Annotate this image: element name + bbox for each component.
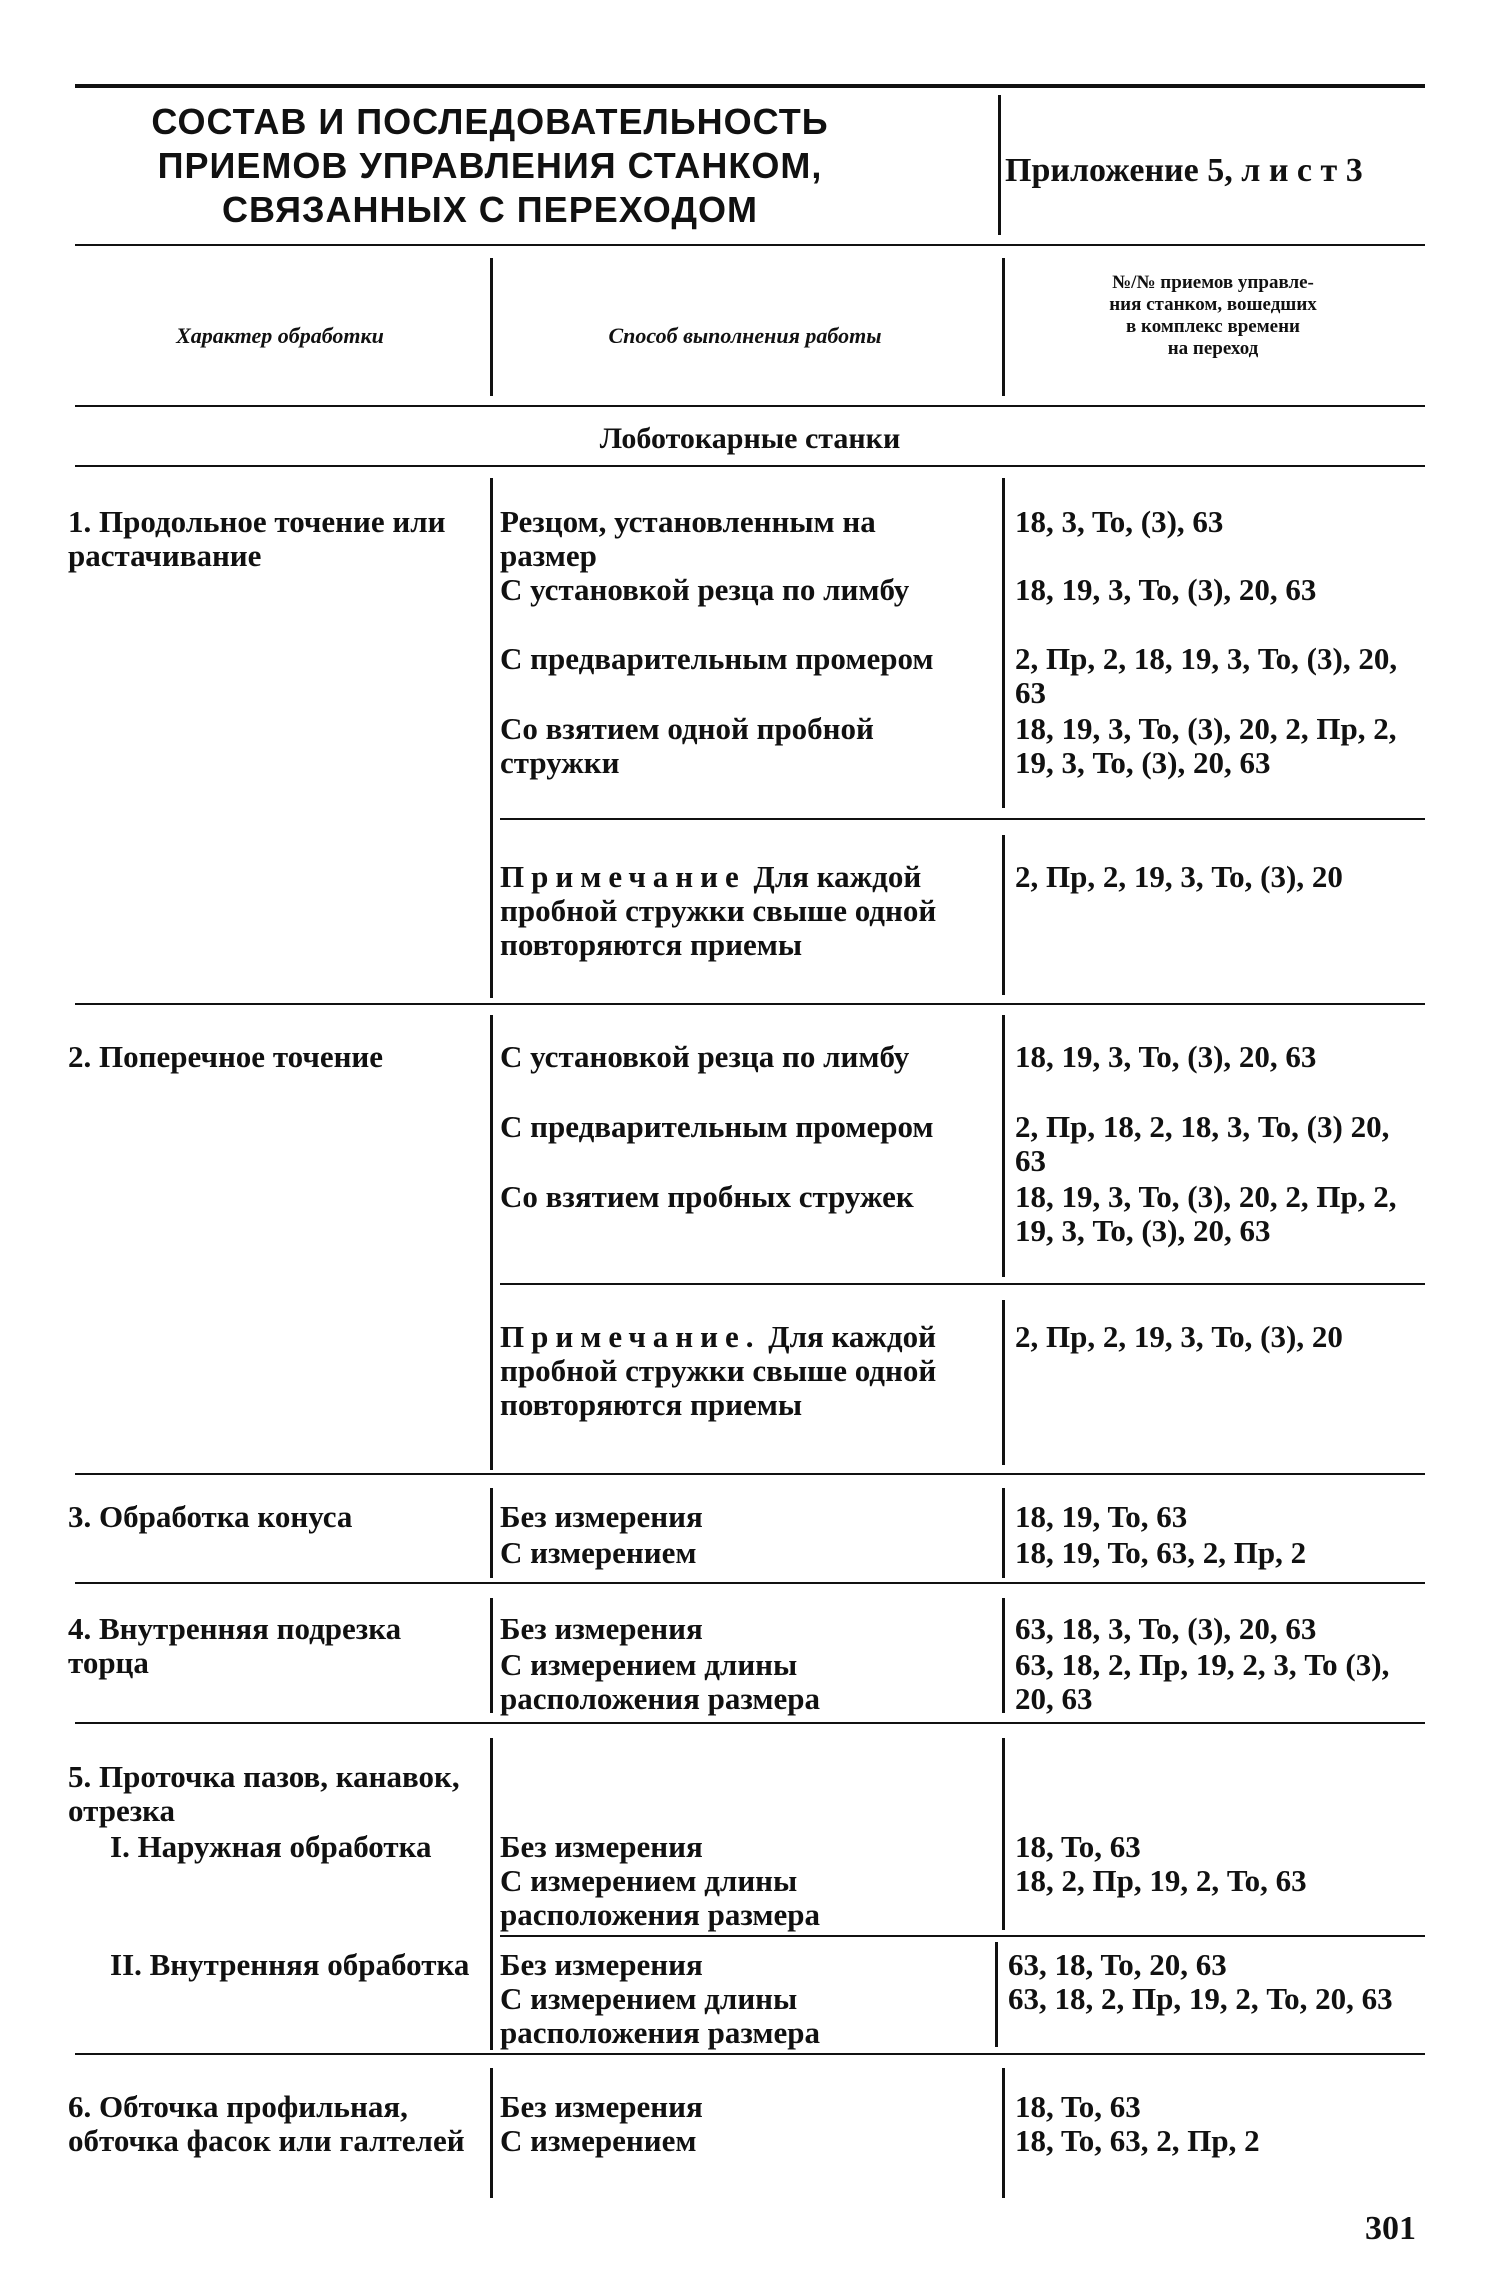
- row-4-method-2: С измерением длины расположения размера: [500, 1647, 821, 1716]
- col-divider: [1002, 478, 1005, 808]
- col-divider: [1002, 1488, 1005, 1578]
- col-divider: [490, 478, 493, 998]
- col-divider: [490, 1738, 493, 2050]
- row-2-codes-2: 2, Пр, 18, 2, 18, 3, To, (3) 20, 63: [1015, 1109, 1390, 1178]
- title-line-2: ПРИЕМОВ УПРАВЛЕНИЯ СТАНКОМ,: [157, 145, 823, 186]
- row-rule: [75, 1003, 1425, 1005]
- page-title: [110, 100, 870, 232]
- row-2-codes-1: 18, 19, 3, To, (3), 20, 63: [1015, 1039, 1317, 1074]
- row-6-codes-2: 18, To, 63, 2, Пр, 2: [1015, 2123, 1260, 2158]
- col-divider: [1002, 2068, 1005, 2198]
- row-6-type: 6. Обточка профильная, обточка фасок или галтелей: [68, 2089, 465, 2158]
- row-5-sub-1-codes-1: 18, To, 63: [1015, 1829, 1141, 1864]
- row-5-sub-2-method-2: С измерением длины расположения размера: [500, 1981, 821, 2050]
- row-3-type: 3. Обработка конуса: [68, 1499, 353, 1534]
- row-2-codes-3: 18, 19, 3, To, (3), 20, 2, Пр, 2, 19, 3, To, (3), 20, 63: [1015, 1179, 1397, 1248]
- note-text: Для каждой пробной стружки свыше одной повторяются приемы: [500, 859, 937, 962]
- row-6-method-2: С измерением: [500, 2123, 697, 2158]
- col-divider: [490, 2068, 493, 2198]
- row-4-codes-1: 63, 18, 3, To, (3), 20, 63: [1015, 1611, 1317, 1646]
- columns-rule: [75, 405, 1425, 407]
- row-2-type: 2. Поперечное точение: [68, 1039, 384, 1074]
- row-rule: [75, 1582, 1425, 1584]
- top-rule: [75, 84, 1425, 88]
- note-text: Для каждой пробной стружки свыше одной повторяются приемы: [500, 1319, 937, 1422]
- row-4-method-1: Без измерения: [500, 1611, 703, 1646]
- col-divider: [1002, 835, 1005, 995]
- column-header-codes: [1018, 272, 1408, 360]
- row-1-note: [500, 860, 970, 962]
- col-divider: [1002, 1015, 1005, 1277]
- row-5-sub-1: I. Наружная обработка: [110, 1829, 432, 1864]
- row-5-sub-1-codes-2: 18, 2, Пр, 19, 2, To, 63: [1015, 1863, 1307, 1898]
- header-rule: [75, 244, 1425, 246]
- row-1-type: 1. Продольное точение или растачивание: [68, 504, 446, 573]
- row-5-sub-2: II. Внутренняя обработка: [110, 1947, 470, 1982]
- row-1-method-2: С установкой резца по лимбу: [500, 572, 910, 607]
- row-2-method-1: С установкой резца по лимбу: [500, 1039, 910, 1074]
- row-1-note-codes: 2, Пр, 2, 19, 3, To, (3), 20: [1015, 859, 1343, 894]
- section-rule: [75, 465, 1425, 467]
- col-divider: [1002, 1598, 1005, 1713]
- row-5-sub-2-codes-2: 63, 18, 2, Пр, 19, 2, To, 20, 63: [1008, 1981, 1393, 2016]
- col-divider: [1002, 1300, 1005, 1465]
- row-4-codes-2: 63, 18, 2, Пр, 19, 2, 3, To (3), 20, 63: [1015, 1647, 1390, 1716]
- row-5-type: 5. Проточка пазов, канавок, отрезка: [68, 1759, 460, 1828]
- col-divider: [995, 1942, 998, 2047]
- note-title: Примечание.: [500, 1319, 761, 1354]
- header-divider: [998, 95, 1001, 235]
- row-1-method-4: Со взятием одной пробной стружки: [500, 711, 874, 780]
- row-3-method-1: Без измерения: [500, 1499, 703, 1534]
- row-rule: [75, 1473, 1425, 1475]
- page-number: 301: [1365, 2210, 1416, 2247]
- row-1-note-rule: [500, 818, 1425, 820]
- header-line: на переход: [1167, 338, 1259, 359]
- section-heading: Лоботокарные станки: [599, 422, 901, 455]
- note-title: Примечание: [500, 859, 746, 894]
- column-header-method: Способ выполнения работы: [608, 323, 882, 348]
- header-line: в комплекс времени: [1125, 316, 1300, 337]
- row-5-sub-1-method-1: Без измерения: [500, 1829, 703, 1864]
- row-1-codes-3: 2, Пр, 2, 18, 19, 3, To, (3), 20, 63: [1015, 641, 1398, 710]
- row-2-method-3: Со взятием пробных стружек: [500, 1179, 914, 1214]
- title-line-3: СВЯЗАННЫХ С ПЕРЕХОДОМ: [222, 189, 758, 230]
- col-divider: [1002, 258, 1005, 396]
- title-line-1: СОСТАВ И ПОСЛЕДОВАТЕЛЬНОСТЬ: [151, 101, 829, 142]
- column-header-type: Характер обработки: [176, 323, 384, 348]
- row-rule: [75, 1722, 1425, 1724]
- row-3-method-2: С измерением: [500, 1535, 697, 1570]
- row-1-method-1: Резцом, установленным на размер: [500, 504, 876, 573]
- row-rule: [75, 2053, 1425, 2055]
- row-1-codes-4: 18, 19, 3, To, (3), 20, 2, Пр, 2, 19, 3, To, (3), 20, 63: [1015, 711, 1397, 780]
- row-5-sub-rule: [500, 1935, 1425, 1937]
- row-1-codes-2: 18, 19, 3, To, (3), 20, 63: [1015, 572, 1317, 607]
- col-divider: [1002, 1738, 1005, 1930]
- header-line: ния станком, вошедших: [1109, 294, 1317, 315]
- row-6-method-1: Без измерения: [500, 2089, 703, 2124]
- row-2-note-codes: 2, Пр, 2, 19, 3, To, (3), 20: [1015, 1319, 1343, 1354]
- row-5-sub-2-method-1: Без измерения: [500, 1947, 703, 1982]
- row-2-note: [500, 1320, 970, 1422]
- header-line: №/№ приемов управле-: [1112, 272, 1314, 293]
- row-2-note-rule: [500, 1283, 1425, 1285]
- row-1-codes-1: 18, 3, To, (3), 63: [1015, 504, 1224, 539]
- row-5-sub-2-codes-1: 63, 18, To, 20, 63: [1008, 1947, 1227, 1982]
- row-3-codes-2: 18, 19, To, 63, 2, Пр, 2: [1015, 1535, 1307, 1570]
- col-divider: [490, 1488, 493, 1578]
- col-divider: [490, 1598, 493, 1713]
- row-3-codes-1: 18, 19, To, 63: [1015, 1499, 1188, 1534]
- col-divider: [490, 1015, 493, 1470]
- row-4-type: 4. Внутренняя подрезка торца: [68, 1611, 402, 1680]
- row-1-method-3: С предварительным промером: [500, 641, 934, 676]
- appendix-label: Приложение 5, л и с т 3: [1005, 152, 1363, 189]
- row-5-sub-1-method-2: С измерением длины расположения размера: [500, 1863, 821, 1932]
- row-2-method-2: С предварительным промером: [500, 1109, 934, 1144]
- row-6-codes-1: 18, To, 63: [1015, 2089, 1141, 2124]
- col-divider: [490, 258, 493, 396]
